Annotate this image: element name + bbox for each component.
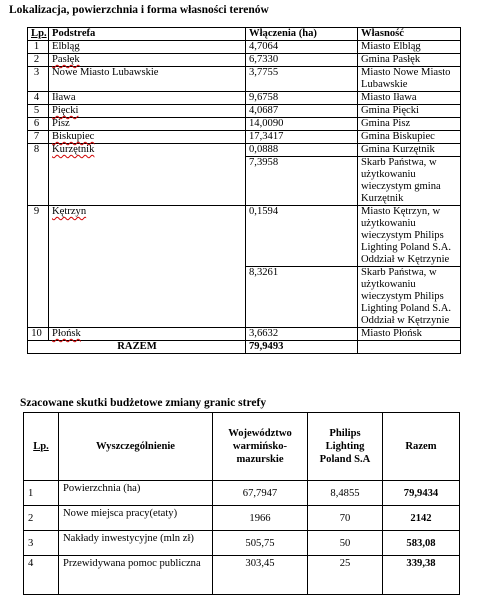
cell-podstrefa: Pisz [49, 118, 246, 131]
cell-desc: Powierzchnia (ha) [59, 481, 213, 506]
table-row [28, 118, 461, 131]
table-row [24, 531, 460, 556]
budget-table [23, 412, 460, 595]
cell-wlasnosc: Gmina Pięcki [358, 105, 461, 118]
cell-lp: 9 [28, 206, 49, 328]
cell-ha: 4,7064 [246, 41, 358, 54]
cell-ha: 3,6632 [246, 328, 358, 341]
cell-lp: 1 [24, 481, 59, 506]
cell-wlasnosc: Miasto Iława [358, 92, 461, 105]
cell-podstrefa [49, 206, 246, 328]
total-row [28, 341, 461, 354]
cell-lp: 5 [28, 105, 49, 118]
table-header-row [24, 413, 460, 481]
cell-wlasnosc: Gmina Pasłęk [358, 54, 461, 67]
podstrefa-text: Kurzętnik [52, 144, 95, 155]
cell-lp: 7 [28, 131, 49, 144]
cell-podstrefa [49, 328, 246, 341]
table-row [28, 328, 461, 341]
podstrefa-text: Pasłęk [52, 54, 80, 65]
cell-woj: 505,75 [213, 531, 308, 556]
cell-lp: 3 [28, 67, 49, 92]
cell-podstrefa [49, 105, 246, 118]
table-row [28, 131, 461, 144]
total-empty [358, 341, 461, 354]
cell-podstrefa: Nowe Miasto Lubawskie [49, 67, 246, 92]
header-philips: Philips Lighting Poland S.A [308, 413, 383, 481]
header-lp: Lp. [28, 28, 49, 41]
cell-wlasnosc: Miasto Płońsk [358, 328, 461, 341]
cell-ha: 3,7755 [246, 67, 358, 92]
cell-philips: 50 [308, 531, 383, 556]
cell-lp: 4 [28, 92, 49, 105]
cell-wlasnosc: Skarb Państwa, w użytkowaniu wieczystym gmina Kurzętnik [358, 157, 461, 206]
table-row [24, 556, 460, 595]
cell-lp: 1 [28, 41, 49, 54]
podstrefa-text: Płońsk [52, 328, 81, 339]
header-wojewodztwo: Województwo warmińsko-mazurskie [213, 413, 308, 481]
cell-lp: 8 [28, 144, 49, 206]
table-row [28, 67, 461, 92]
cell-razem: 79,9434 [383, 481, 460, 506]
cell-wlasnosc: Skarb Państwa, w użytkowaniu wieczystym Philips Lighting Poland S.A. Oddział w Kętrzynie [358, 267, 461, 328]
cell-podstrefa: Iława [49, 92, 246, 105]
cell-lp: 10 [28, 328, 49, 341]
cell-podstrefa: Elbląg [49, 41, 246, 54]
cell-wlasnosc: Miasto Kętrzyn, w użytkowaniu wieczystym Philips Lighting Poland S.A. Oddział w Kętrzynie [358, 206, 461, 267]
cell-ha: 14,0090 [246, 118, 358, 131]
cell-ha: 7,3958 [246, 157, 358, 206]
cell-wlasnosc: Gmina Pisz [358, 118, 461, 131]
cell-lp: 6 [28, 118, 49, 131]
cell-desc: Przewidywana pomoc publiczna [59, 556, 213, 595]
cell-ha: 4,0687 [246, 105, 358, 118]
location-table [27, 27, 461, 354]
cell-ha: 0,1594 [246, 206, 358, 267]
cell-razem: 339,38 [383, 556, 460, 595]
table-header-row [28, 28, 461, 41]
table-row [28, 206, 461, 267]
cell-woj: 303,45 [213, 556, 308, 595]
cell-philips: 8,4855 [308, 481, 383, 506]
cell-lp: 3 [24, 531, 59, 556]
header-wyszczegolnienie: Wyszczególnienie [59, 413, 213, 481]
cell-ha: 0,0888 [246, 144, 358, 157]
table-row [24, 481, 460, 506]
cell-podstrefa [49, 144, 246, 206]
header-razem: Razem [383, 413, 460, 481]
cell-podstrefa [49, 54, 246, 67]
cell-desc: Nowe miejsca pracy(etaty) [59, 506, 213, 531]
cell-philips: 25 [308, 556, 383, 595]
header-wlaczenia: Włączenia (ha) [246, 28, 358, 41]
podstrefa-text: Biskupiec [52, 131, 95, 142]
table-row [24, 506, 460, 531]
cell-wlasnosc: Gmina Biskupiec [358, 131, 461, 144]
header-wlasnosc: Własność [358, 28, 461, 41]
cell-razem: 583,08 [383, 531, 460, 556]
total-value: 79,9493 [246, 341, 358, 354]
cell-woj: 67,7947 [213, 481, 308, 506]
cell-razem: 2142 [383, 506, 460, 531]
table-row [28, 144, 461, 157]
cell-ha: 9,6758 [246, 92, 358, 105]
section1-title: Lokalizacja, powierzchnia i forma własności terenów [9, 4, 269, 16]
cell-philips: 70 [308, 506, 383, 531]
cell-lp: 2 [28, 54, 49, 67]
total-label: RAZEM [28, 341, 246, 354]
cell-wlasnosc: Miasto Nowe Miasto Lubawskie [358, 67, 461, 92]
cell-ha: 8,3261 [246, 267, 358, 328]
podstrefa-text: Kętrzyn [52, 206, 87, 217]
cell-ha: 6,7330 [246, 54, 358, 67]
table-row [28, 105, 461, 118]
cell-lp: 4 [24, 556, 59, 595]
cell-podstrefa [49, 131, 246, 144]
table-row [28, 54, 461, 67]
cell-desc: Nakłady inwestycyjne (mln zł) [59, 531, 213, 556]
cell-ha: 17,3417 [246, 131, 358, 144]
table-row [28, 41, 461, 54]
header-podstrefa: Podstrefa [49, 28, 246, 41]
cell-lp: 2 [24, 506, 59, 531]
header-lp: Lp. [24, 413, 59, 481]
section2-title: Szacowane skutki budżetowe zmiany granic strefy [20, 397, 267, 409]
podstrefa-text: Pięcki [52, 105, 79, 116]
cell-wlasnosc: Miasto Elbląg [358, 41, 461, 54]
table-row [28, 92, 461, 105]
cell-wlasnosc: Gmina Kurzętnik [358, 144, 461, 157]
cell-woj: 1966 [213, 506, 308, 531]
